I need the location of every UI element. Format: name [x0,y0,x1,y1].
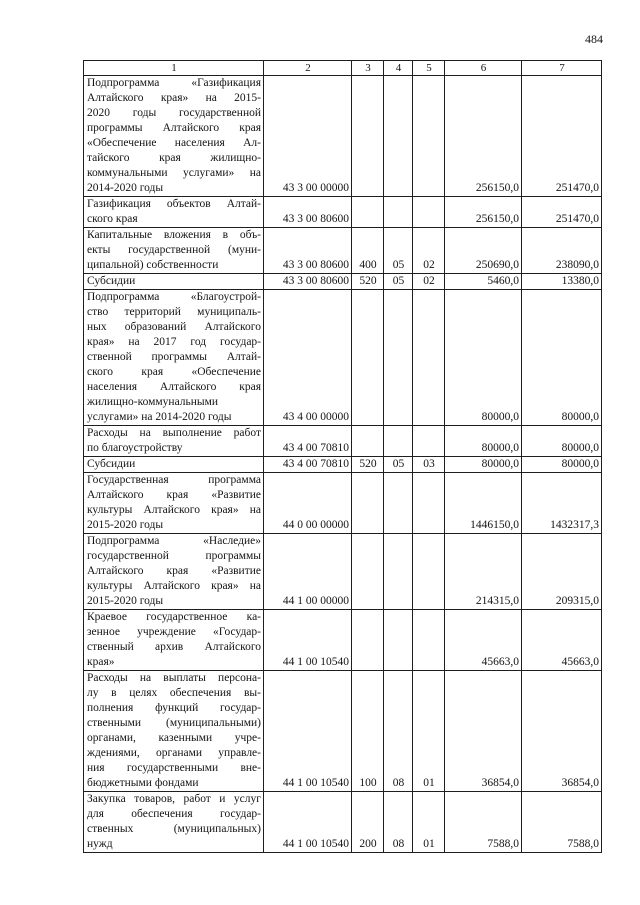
expense-type-code [352,426,384,457]
amount-col-6: 80000,0 [445,426,522,457]
amount-col-7: 36854,0 [522,671,602,792]
target-item-code: 44 1 00 00000 [264,534,352,610]
row-name-line: полнения функций государ- [87,702,261,714]
row-name-line: Закупка товаров, работ и услуг [87,793,261,805]
section-code [384,76,413,197]
amount-col-7: 80000,0 [522,457,602,473]
column-header: 2 [264,61,352,76]
subsection-code: 01 [413,671,445,792]
subsection-code: 03 [413,457,445,473]
column-header: 7 [522,61,602,76]
row-name-line: Субсидии [87,458,136,470]
section-code [384,534,413,610]
subsection-code [413,534,445,610]
target-item-code: 43 3 00 00000 [264,76,352,197]
table-row [84,610,602,671]
row-name-line: Алтайского края» на 2015- [87,92,261,104]
subsection-code [413,426,445,457]
column-header: 1 [84,61,264,76]
subsection-code [413,197,445,228]
section-code [384,197,413,228]
section-code [384,610,413,671]
amount-col-7: 209315,0 [522,534,602,610]
row-name-line: бюджетными фондами [87,777,199,789]
row-name [84,290,264,426]
row-name-line: ципальной) собственности [87,259,219,271]
row-name [84,76,264,197]
row-name [84,426,264,457]
subsection-code [413,473,445,534]
table-row [84,473,602,534]
amount-col-7: 45663,0 [522,610,602,671]
section-code: 05 [384,457,413,473]
target-item-code: 44 0 00 00000 [264,473,352,534]
row-name-line: для обеспечения государ- [87,808,261,820]
table-row [84,457,602,473]
row-name-line: по благоустройству [87,442,183,454]
row-name-line: ждениями, органами управле- [87,747,261,759]
amount-col-6: 36854,0 [445,671,522,792]
row-name-line: жилищно-коммунальными [87,396,219,408]
row-name-line: 2015-2020 годы [87,519,164,531]
row-name-line: услугами» на 2014-2020 годы [87,411,232,423]
section-code [384,426,413,457]
row-name [84,457,264,473]
amount-col-6: 5460,0 [445,274,522,290]
row-name-line: ственных (муниципальных) [87,823,261,835]
row-name-line: Алтайского края «Развитие [87,565,261,577]
amount-col-7: 251470,0 [522,197,602,228]
expense-type-code [352,473,384,534]
row-name-line: «Обеспечение населения Ал- [87,137,261,149]
column-header: 3 [352,61,384,76]
row-name-line: Государственная программа [87,474,261,486]
row-name-line: Подпрограмма «Наследие» [87,535,261,547]
row-name-line: Газификация объектов Алтай- [87,198,261,210]
amount-col-6: 214315,0 [445,534,522,610]
row-name-line: края» [87,656,115,668]
expense-type-code: 200 [352,792,384,853]
column-header-row [84,61,602,76]
expense-type-code: 100 [352,671,384,792]
subsection-code [413,76,445,197]
amount-col-6: 256150,0 [445,197,522,228]
target-item-code: 43 3 00 80600 [264,228,352,274]
row-name-line: Капитальные вложения в объ- [87,229,261,241]
row-name-line: коммунальными услугами» на [87,167,261,179]
row-name-line: нужд [87,838,113,850]
table-row [84,274,602,290]
section-code: 08 [384,671,413,792]
target-item-code: 44 1 00 10540 [264,792,352,853]
expense-type-code: 520 [352,274,384,290]
table-row [84,228,602,274]
amount-col-6: 1446150,0 [445,473,522,534]
row-name-line: населения Алтайского края [87,381,261,393]
amount-col-7: 13380,0 [522,274,602,290]
amount-col-6: 80000,0 [445,457,522,473]
expense-type-code [352,197,384,228]
subsection-code: 01 [413,792,445,853]
section-code [384,473,413,534]
table-row [84,792,602,853]
target-item-code: 43 4 00 70810 [264,457,352,473]
table-row [84,426,602,457]
row-name-line: ского края [87,213,138,225]
row-name-line: Краевое государственное ка- [87,611,261,623]
amount-col-6: 250690,0 [445,228,522,274]
table-row [84,197,602,228]
row-name-line: Расходы на выполнение работ [87,427,261,439]
row-name-line: ственный архив Алтайского [87,641,261,653]
row-name [84,610,264,671]
row-name-line: Подпрограмма «Благоустрой- [87,291,261,303]
row-name-line: Подпрограмма «Газификация [87,77,261,89]
budget-table [83,60,602,853]
target-item-code: 43 4 00 70810 [264,426,352,457]
table-row [84,290,602,426]
amount-col-7: 80000,0 [522,290,602,426]
row-name-line: государственной программы [87,550,261,562]
amount-col-7: 7588,0 [522,792,602,853]
row-name-line: тайского края жилищно- [87,152,261,164]
section-code: 08 [384,792,413,853]
row-name-line: 2015-2020 годы [87,595,164,607]
row-name-line: зенное учреждение «Государ- [87,626,261,638]
row-name-line: лу в целях обеспечения вы- [87,687,261,699]
expense-type-code: 520 [352,457,384,473]
row-name-line: ственными (муниципальными) [87,717,261,729]
subsection-code: 02 [413,274,445,290]
row-name-line: ского края «Обеспечение [87,366,261,378]
expense-type-code [352,76,384,197]
row-name-line: 2020 годы государственной [87,107,261,119]
expense-type-code [352,290,384,426]
column-header: 5 [413,61,445,76]
row-name-line: культуры Алтайского края» на [87,504,261,516]
subsection-code [413,610,445,671]
target-item-code: 44 1 00 10540 [264,610,352,671]
table-row [84,534,602,610]
amount-col-7: 80000,0 [522,426,602,457]
amount-col-7: 238090,0 [522,228,602,274]
table-row [84,76,602,197]
subsection-code [413,290,445,426]
amount-col-6: 7588,0 [445,792,522,853]
row-name-line: органами, казенными учре- [87,732,261,744]
target-item-code: 43 3 00 80600 [264,197,352,228]
row-name-line: 2014-2020 годы [87,182,164,194]
page-number: 484 [585,32,603,46]
amount-col-6: 45663,0 [445,610,522,671]
row-name [84,274,264,290]
expense-type-code [352,534,384,610]
row-name [84,534,264,610]
row-name-line: программы Алтайского края [87,122,261,134]
amount-col-7: 1432317,3 [522,473,602,534]
section-code [384,290,413,426]
column-header: 6 [445,61,522,76]
row-name-line: екты государственной (муни- [87,244,261,256]
row-name-line: ных образований Алтайского [87,321,261,333]
row-name-line: ственной программы Алтай- [87,351,261,363]
row-name [84,792,264,853]
amount-col-6: 80000,0 [445,290,522,426]
expense-type-code: 400 [352,228,384,274]
section-code: 05 [384,228,413,274]
subsection-code: 02 [413,228,445,274]
target-item-code: 43 3 00 80600 [264,274,352,290]
row-name-line: Субсидии [87,275,136,287]
row-name [84,473,264,534]
amount-col-6: 256150,0 [445,76,522,197]
row-name-line: края» на 2017 год государ- [87,336,261,348]
amount-col-7: 251470,0 [522,76,602,197]
section-code: 05 [384,274,413,290]
column-header: 4 [384,61,413,76]
target-item-code: 43 4 00 00000 [264,290,352,426]
target-item-code: 44 1 00 10540 [264,671,352,792]
table-row [84,671,602,792]
row-name-line: культуры Алтайского края» на [87,580,261,592]
row-name [84,197,264,228]
row-name-line: Расходы на выплаты персона- [87,672,261,684]
row-name [84,671,264,792]
row-name-line: Алтайского края «Развитие [87,489,261,501]
row-name-line: ния государственными вне- [87,762,261,774]
expense-type-code [352,610,384,671]
row-name-line: ство территорий муниципаль- [87,306,261,318]
row-name [84,228,264,274]
